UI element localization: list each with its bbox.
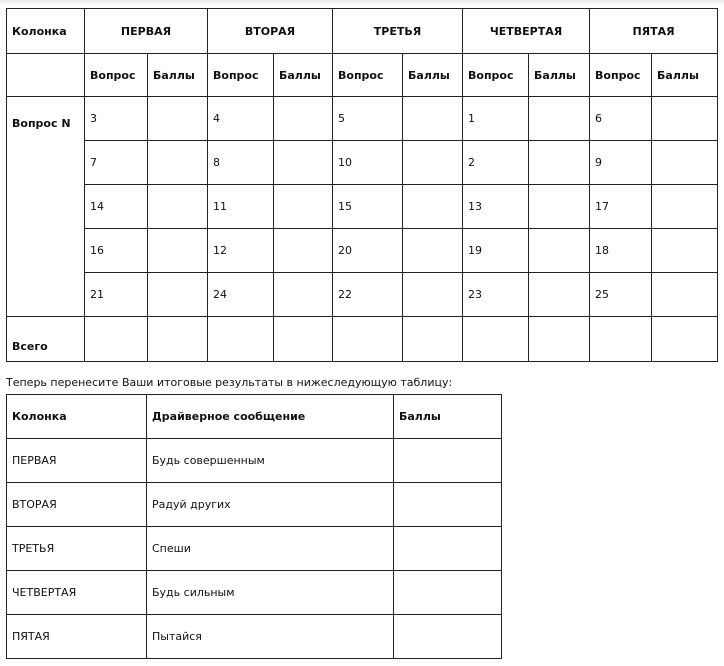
column-header: ЧЕТВЕРТАЯ	[463, 9, 590, 54]
question-number: 3	[85, 97, 148, 141]
results-header-row	[7, 395, 502, 439]
top-cropped-strip	[0, 0, 724, 5]
question-number: 24	[208, 273, 274, 317]
subheader-points: Баллы	[652, 54, 718, 97]
question-number: 23	[463, 273, 529, 317]
results-row	[7, 615, 502, 659]
question-number: 10	[333, 141, 403, 185]
total-cell[interactable]	[590, 317, 652, 362]
results-table	[6, 394, 502, 659]
results-row	[7, 483, 502, 527]
subheader-points: Баллы	[148, 54, 208, 97]
points-cell[interactable]	[403, 229, 463, 273]
table-row	[7, 229, 718, 273]
total-cell[interactable]	[403, 317, 463, 362]
column-name-cell: ПЕРВАЯ	[7, 439, 147, 483]
driver-message-cell: Спеши	[147, 527, 394, 571]
points-cell[interactable]	[148, 229, 208, 273]
points-cell[interactable]	[274, 141, 333, 185]
results-header-cell: Драйверное сообщение	[147, 395, 394, 439]
question-number: 7	[85, 141, 148, 185]
total-cell[interactable]	[208, 317, 274, 362]
question-number: 18	[590, 229, 652, 273]
points-cell[interactable]	[274, 97, 333, 141]
results-row	[7, 527, 502, 571]
results-caption: Теперь перенесите Ваши итоговые результаты в нижеследующую таблицу:	[6, 376, 453, 389]
score-table	[6, 8, 718, 362]
question-number: 13	[463, 185, 529, 229]
question-number: 2	[463, 141, 529, 185]
points-cell[interactable]	[529, 141, 590, 185]
points-cell[interactable]	[148, 273, 208, 317]
driver-message-cell: Радуй других	[147, 483, 394, 527]
total-cell[interactable]	[652, 317, 718, 362]
column-name-cell: ПЯТАЯ	[7, 615, 147, 659]
points-cell[interactable]	[148, 185, 208, 229]
table-row	[7, 273, 718, 317]
points-cell[interactable]	[529, 185, 590, 229]
question-number: 25	[590, 273, 652, 317]
points-cell[interactable]	[529, 97, 590, 141]
subheader-question: Вопрос	[208, 54, 274, 97]
question-number: 20	[333, 229, 403, 273]
total-cell[interactable]	[274, 317, 333, 362]
points-cell[interactable]	[274, 273, 333, 317]
results-header-cell: Баллы	[394, 395, 502, 439]
points-cell[interactable]	[274, 185, 333, 229]
driver-message-cell: Будь сильным	[147, 571, 394, 615]
total-cell[interactable]	[148, 317, 208, 362]
score-cell[interactable]	[394, 571, 502, 615]
table-row	[7, 97, 718, 141]
column-header: ПЯТАЯ	[590, 9, 718, 54]
total-label: Всего	[7, 317, 85, 362]
points-cell[interactable]	[529, 229, 590, 273]
question-number: 1	[463, 97, 529, 141]
score-header-row	[7, 9, 718, 54]
table-row	[7, 141, 718, 185]
subheader-question: Вопрос	[590, 54, 652, 97]
column-name-cell: ЧЕТВЕРТАЯ	[7, 571, 147, 615]
total-cell[interactable]	[529, 317, 590, 362]
points-cell[interactable]	[403, 141, 463, 185]
column-header: ТРЕТЬЯ	[333, 9, 463, 54]
points-cell[interactable]	[403, 97, 463, 141]
subheader-points: Баллы	[274, 54, 333, 97]
column-name-cell: ТРЕТЬЯ	[7, 527, 147, 571]
points-cell[interactable]	[652, 185, 718, 229]
question-number: 15	[333, 185, 403, 229]
column-header: ВТОРАЯ	[208, 9, 333, 54]
question-number: 6	[590, 97, 652, 141]
driver-message-cell: Пытайся	[147, 615, 394, 659]
points-cell[interactable]	[148, 97, 208, 141]
row-label-question: Вопрос N	[7, 97, 85, 317]
table-row	[7, 185, 718, 229]
subheader-question: Вопрос	[463, 54, 529, 97]
question-number: 9	[590, 141, 652, 185]
subheader-points: Баллы	[529, 54, 590, 97]
total-row	[7, 317, 718, 362]
driver-message-cell: Будь совершенным	[147, 439, 394, 483]
score-cell[interactable]	[394, 483, 502, 527]
results-header-cell: Колонка	[7, 395, 147, 439]
question-number: 11	[208, 185, 274, 229]
points-cell[interactable]	[652, 141, 718, 185]
total-cell[interactable]	[333, 317, 403, 362]
question-number: 21	[85, 273, 148, 317]
score-cell[interactable]	[394, 527, 502, 571]
question-number: 16	[85, 229, 148, 273]
subheader-question: Вопрос	[85, 54, 148, 97]
empty-cell	[7, 54, 85, 97]
total-cell[interactable]	[463, 317, 529, 362]
points-cell[interactable]	[274, 229, 333, 273]
total-cell[interactable]	[85, 317, 148, 362]
question-number: 8	[208, 141, 274, 185]
score-cell[interactable]	[394, 439, 502, 483]
question-number: 19	[463, 229, 529, 273]
points-cell[interactable]	[529, 273, 590, 317]
subheader-points: Баллы	[403, 54, 463, 97]
results-row	[7, 439, 502, 483]
column-name-cell: ВТОРАЯ	[7, 483, 147, 527]
points-cell[interactable]	[403, 185, 463, 229]
points-cell[interactable]	[652, 229, 718, 273]
score-cell[interactable]	[394, 615, 502, 659]
points-cell[interactable]	[652, 273, 718, 317]
question-number: 14	[85, 185, 148, 229]
corner-label: Колонка	[7, 9, 85, 54]
points-cell[interactable]	[148, 141, 208, 185]
subheader-question: Вопрос	[333, 54, 403, 97]
column-header: ПЕРВАЯ	[85, 9, 208, 54]
question-number: 22	[333, 273, 403, 317]
question-number: 17	[590, 185, 652, 229]
question-number: 12	[208, 229, 274, 273]
results-row	[7, 571, 502, 615]
question-number: 5	[333, 97, 403, 141]
points-cell[interactable]	[652, 97, 718, 141]
score-subheader-row	[7, 54, 718, 97]
points-cell[interactable]	[403, 273, 463, 317]
question-number: 4	[208, 97, 274, 141]
